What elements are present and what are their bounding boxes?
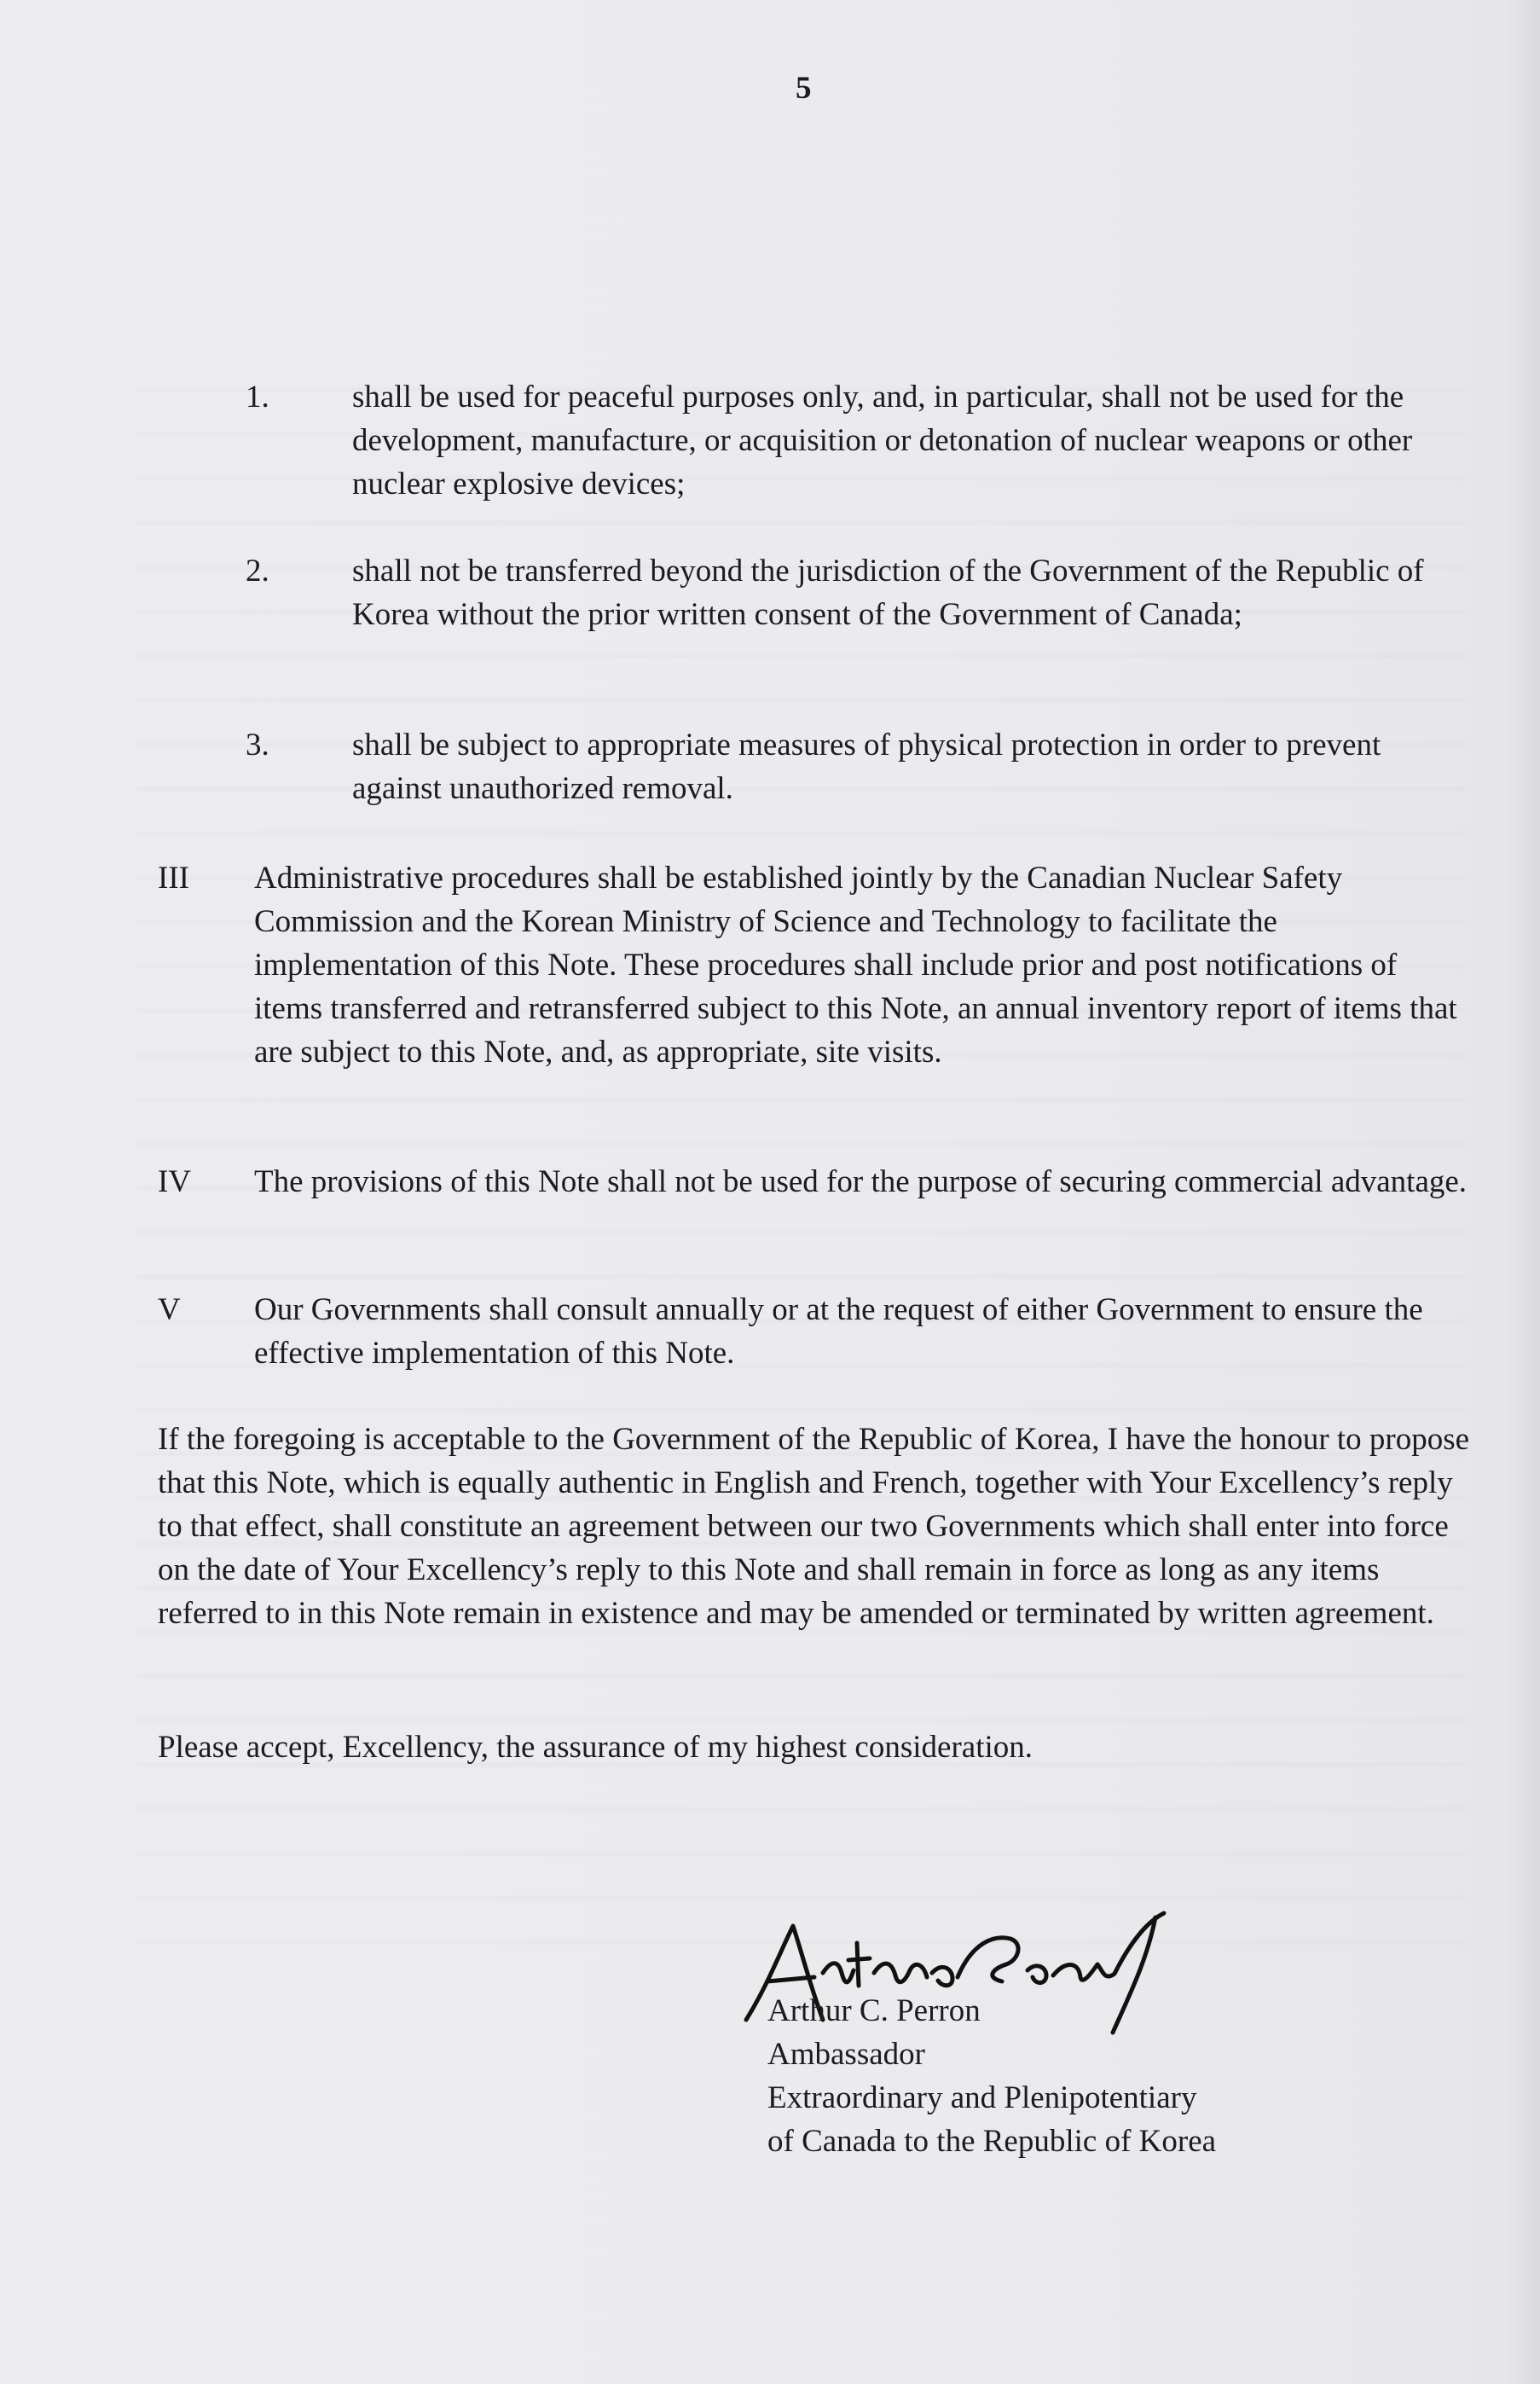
section-text: The provisions of this Note shall not be used for the purpose of securing commercial advantage.	[254, 1164, 1468, 1199]
signatory-title-line2: Extraordinary and Plenipotentiary	[767, 2080, 1197, 2115]
subitem-number: 2.	[246, 554, 269, 589]
signatory-title-line3: of Canada to the Republic of Korea	[767, 2124, 1217, 2159]
section-number: V	[158, 1292, 181, 1327]
subitem-number: 3.	[246, 728, 269, 763]
signatory-title-line1: Ambassador	[767, 2037, 925, 2072]
section-iii	[158, 856, 1471, 1074]
section-text: Administrative procedures shall be established jointly by the Canadian Nuclear Safety Commission and the Korean Ministry of Science and Technology to facilitate the implementation of this Note. These procedures shall include prior and post notifications of items transferred and retransferred subject to this Note, an annual inventory report of items that are subject to this Note, and, as appropriate, site visits.	[254, 861, 1457, 1070]
signature-block	[767, 1989, 1216, 2163]
subitem-1	[246, 375, 1465, 506]
subitem-2	[246, 549, 1465, 636]
salutation: Please accept, Excellency, the assurance of my highest consideration.	[158, 1730, 1033, 1765]
section-number: III	[158, 861, 189, 896]
section-iv	[158, 1160, 1471, 1204]
page-number: 5	[796, 71, 812, 106]
section-number: IV	[158, 1164, 192, 1199]
page-edge-shadow	[1506, 0, 1540, 2384]
subitem-text: shall be subject to appropriate measures of physical protection in order to prevent against unauthorized removal.	[352, 728, 1381, 806]
section-v	[158, 1288, 1471, 1375]
subitem-text: shall not be transferred beyond the jurisdiction of the Government of the Republic of Korea without the prior written consent of the Government of Canada;	[352, 554, 1424, 632]
signatory-name: Arthur C. Perron	[767, 1993, 981, 2028]
closing-paragraph: If the foregoing is acceptable to the Government of the Republic of Korea, I have the honour to propose that this Note, which is equally authentic in English and French, together with Your Excellency’s reply to that effect, shall constitute an agreement between our two Governments which shall enter into force on the date of Your Excellency’s reply to this Note and shall remain in force as long as any items referred to in this Note remain in existence and may be amended or terminated by written agreement.	[158, 1422, 1470, 1631]
subitem-3	[246, 723, 1465, 810]
subitem-text: shall be used for peaceful purposes only, and, in particular, shall not be used for the development, manufacture, or acquisition or detonation of nuclear weapons or other nuclear explosive devices;	[352, 380, 1413, 502]
section-text: Our Governments shall consult annually or at the request of either Government to ensure the effective implementation of this Note.	[254, 1292, 1423, 1371]
subitem-number: 1.	[246, 380, 269, 415]
